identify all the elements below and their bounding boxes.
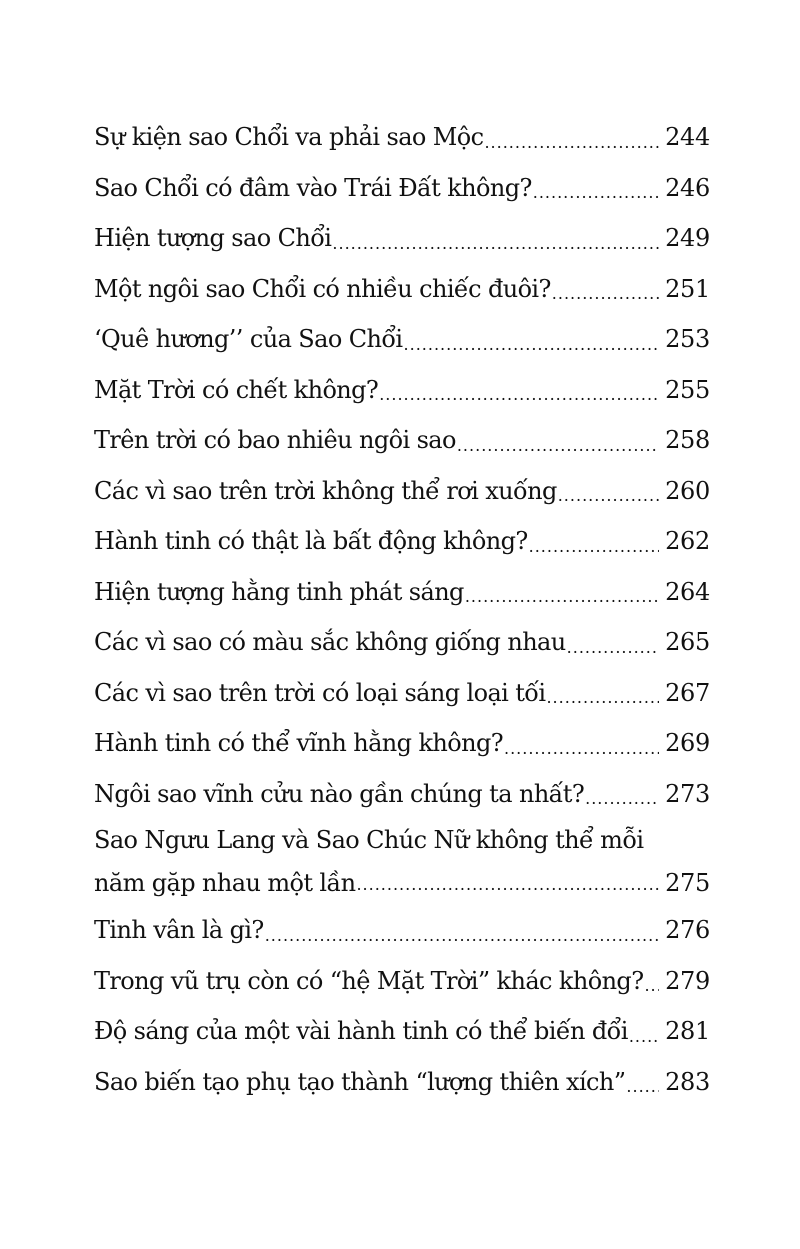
toc-entry[interactable] <box>94 769 710 820</box>
toc-entry[interactable] <box>94 415 710 466</box>
toc-entry[interactable] <box>94 819 710 905</box>
toc-entry[interactable] <box>94 112 710 163</box>
toc-entry[interactable] <box>94 516 710 567</box>
dot-leader <box>533 163 659 213</box>
toc-entry-title: Trên trời có bao nhiêu ngôi sao <box>94 426 456 454</box>
toc-entry[interactable] <box>94 1057 710 1108</box>
toc-entry-title: Hành tinh có thật là bất động không? <box>94 527 528 555</box>
toc-entry-page: 244 <box>665 123 710 151</box>
dot-leader <box>332 214 659 264</box>
toc-entry-page: 262 <box>665 527 710 555</box>
dot-leader <box>585 769 659 819</box>
toc-entry-page: 276 <box>665 916 710 944</box>
toc-entry-title: Sự kiện sao Chổi va phải sao Mộc <box>94 123 484 151</box>
toc-entry-title: Các vì sao có màu sắc không giống nhau <box>94 628 566 656</box>
toc-entry-title: Các vì sao trên trời có loại sáng loại tối <box>94 678 546 707</box>
toc-entry-title-line2: năm gặp nhau một lần <box>94 869 356 897</box>
dot-leader <box>529 517 659 567</box>
dot-leader <box>265 906 659 956</box>
dot-leader <box>484 113 659 163</box>
dot-leader <box>558 466 659 516</box>
toc-entry[interactable] <box>94 718 710 769</box>
toc-entry-title: Tinh vân là gì? <box>94 916 264 944</box>
toc-entry-page: 273 <box>665 779 710 808</box>
toc-entry[interactable] <box>94 905 710 956</box>
dot-leader <box>504 719 659 769</box>
toc-entry[interactable] <box>94 668 710 719</box>
toc-entry[interactable] <box>94 1006 710 1057</box>
toc-entry-page: 246 <box>665 173 710 202</box>
toc-entry-page: 283 <box>665 1067 710 1096</box>
toc-entry[interactable] <box>94 365 710 416</box>
toc-entry-page: 275 <box>665 869 710 897</box>
table-of-contents <box>94 112 710 1107</box>
toc-entry-title: Hiện tượng sao Chổi <box>94 224 332 252</box>
toc-entry[interactable] <box>94 956 710 1007</box>
toc-entry-title: Một ngôi sao Chổi có nhiều chiếc đuôi? <box>94 274 551 303</box>
toc-entry-title: Hiện tượng hằng tinh phát sáng <box>94 577 464 606</box>
dot-leader <box>457 416 659 466</box>
toc-entry[interactable] <box>94 567 710 618</box>
dot-leader <box>379 365 659 415</box>
toc-entry-title: ‘Quê hương’’ của Sao Chổi <box>94 325 403 353</box>
toc-entry-page: 279 <box>665 966 710 995</box>
dot-leader <box>567 618 659 668</box>
toc-entry[interactable] <box>94 163 710 214</box>
toc-entry-title-line1: Sao Ngưu Lang và Sao Chúc Nữ không thể mỗi <box>94 826 644 854</box>
toc-entry[interactable] <box>94 264 710 315</box>
dot-leader <box>546 668 659 718</box>
dot-leader <box>644 956 659 1006</box>
toc-entry-page: 269 <box>665 729 710 757</box>
toc-entry-title: Trong vũ trụ còn có “hệ Mặt Trời” khác không? <box>94 966 644 995</box>
toc-entry-title: Sao Chổi có đâm vào Trái Đất không? <box>94 173 532 202</box>
toc-entry-title: Hành tinh có thể vĩnh hằng không? <box>94 729 503 757</box>
toc-entry-page: 249 <box>665 224 710 252</box>
dot-leader <box>356 861 659 905</box>
toc-entry-page: 281 <box>665 1017 710 1045</box>
toc-entry-title: Mặt Trời có chết không? <box>94 375 379 404</box>
toc-entry[interactable] <box>94 314 710 365</box>
toc-entry-page: 260 <box>665 476 710 505</box>
toc-entry-title: Ngôi sao vĩnh cửu nào gần chúng ta nhất? <box>94 779 585 808</box>
toc-entry[interactable] <box>94 617 710 668</box>
dot-leader <box>629 1007 659 1057</box>
toc-entry-page: 253 <box>665 325 710 353</box>
dot-leader <box>465 567 659 617</box>
toc-entry-page: 267 <box>665 678 710 707</box>
toc-entry-page: 264 <box>665 577 710 606</box>
dot-leader <box>404 315 660 365</box>
toc-entry-title: Độ sáng của một vài hành tinh có thể biến đổi <box>94 1017 628 1045</box>
dot-leader <box>626 1057 659 1107</box>
toc-entry-page: 265 <box>665 628 710 656</box>
toc-entry-row <box>94 861 710 905</box>
dot-leader <box>552 264 659 314</box>
toc-entry-title: Sao biến tạo phụ tạo thành “lượng thiên xích” <box>94 1067 626 1096</box>
toc-entry[interactable] <box>94 466 710 517</box>
toc-entry-title: Các vì sao trên trời không thể rơi xuống <box>94 476 557 505</box>
toc-entry-page: 251 <box>665 274 710 303</box>
toc-entry-page: 258 <box>665 426 710 454</box>
toc-entry-page: 255 <box>665 375 710 404</box>
toc-entry[interactable] <box>94 213 710 264</box>
